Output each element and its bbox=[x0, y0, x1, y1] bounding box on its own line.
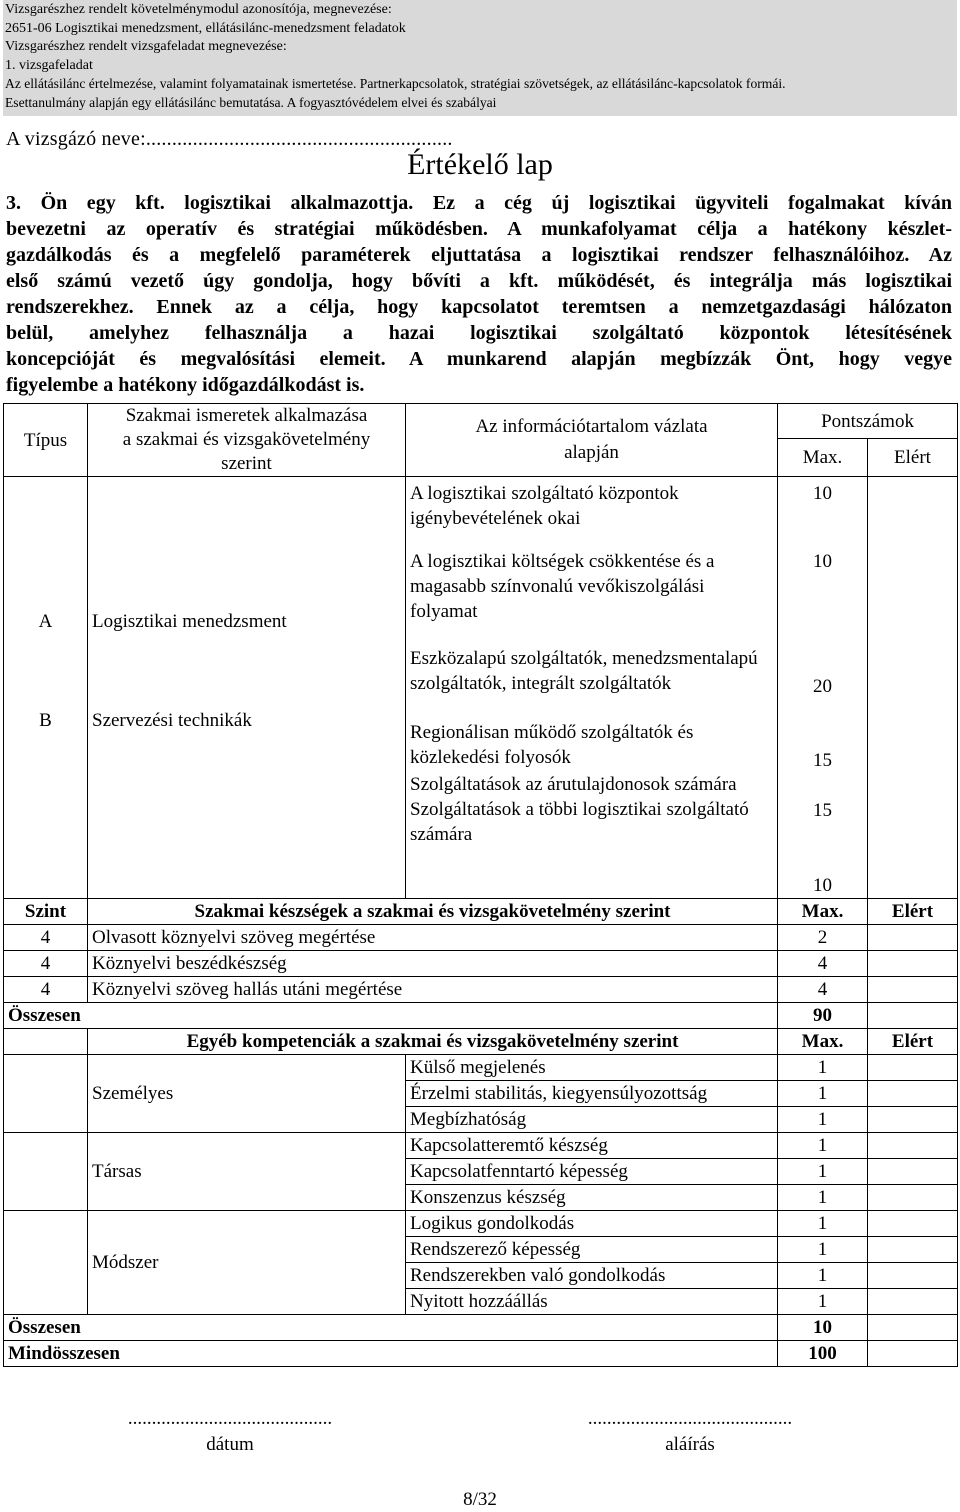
info-item: A logisztikai költségek csökkentése és a magasabb színvonalú vevőkiszolgálási folyamat bbox=[410, 551, 715, 622]
info-item: A logisztikai szolgáltató központok igénybevételének okai bbox=[410, 483, 679, 529]
table-row bbox=[4, 1211, 958, 1237]
candidate-name-field: A vizsgázó neve:........................................................... bbox=[6, 128, 453, 150]
task-line: belül, amelyhez felhasználja a hazai logisztikai szolgáltató központok létesítésének bbox=[6, 322, 952, 344]
task-line: gazdálkodás és a megfelelő paraméterek eljuttatása a logisztikai rendszer felhasználóihoz. Az bbox=[6, 244, 952, 266]
total-achieved bbox=[868, 1315, 958, 1341]
competency-achieved bbox=[868, 1211, 958, 1237]
knowledge-b: Szervezési technikák bbox=[92, 710, 252, 731]
group-name: Módszer bbox=[88, 1211, 406, 1315]
document-header bbox=[3, 0, 957, 116]
signature-block bbox=[550, 1408, 830, 1456]
task-line: rendszerekhez. Ennek az a célja, hogy kapcsolatot teremtsen a nemzetgazdasági hálózaton bbox=[6, 296, 952, 318]
competency-text: Nyitott hozzáállás bbox=[406, 1289, 778, 1315]
info-max: 20 bbox=[813, 676, 832, 697]
skill-max: 4 bbox=[778, 951, 868, 977]
date-dots: ........................................... bbox=[127, 1408, 333, 1429]
info-item: Szolgáltatások a többi logisztikai szolgáltató számára bbox=[410, 799, 749, 845]
evaluation-table bbox=[3, 403, 958, 1367]
skill-achieved bbox=[868, 925, 958, 951]
group-name: Társas bbox=[88, 1133, 406, 1211]
skill-max: 4 bbox=[778, 977, 868, 1003]
info-item: Eszközalapú szolgáltatók, menedzsmentalapú szolgáltatók, integrált szolgáltatók bbox=[410, 648, 758, 694]
task-topic-line-1: Az ellátásilánc értelmezése, valamint folyamatainak ismertetése. Partnerkapcsolatok, stratégiai szövetségek, az ellátásilánc-kapcsolatok formái. bbox=[5, 76, 786, 91]
task-line: bevezetni az operatív és stratégiai működésben. A munkafolyamat célja a hatékony készlet- bbox=[6, 218, 952, 240]
group-spacer bbox=[4, 1133, 88, 1211]
max-cell bbox=[778, 477, 868, 899]
table-row bbox=[4, 951, 958, 977]
info-max: 15 bbox=[813, 800, 832, 821]
skills-header-row bbox=[4, 899, 958, 925]
skill-text: Köznyelvi beszédkészség bbox=[88, 951, 778, 977]
header-info-line: Az információtartalom vázlata bbox=[475, 416, 708, 437]
group-name: Személyes bbox=[88, 1055, 406, 1133]
competency-achieved bbox=[868, 1107, 958, 1133]
skill-text: Köznyelvi szöveg hallás utáni megértése bbox=[88, 977, 778, 1003]
task-description bbox=[6, 190, 952, 398]
competency-text: Rendszerező képesség bbox=[406, 1237, 778, 1263]
date-signature-block bbox=[90, 1408, 370, 1456]
module-value: 2651-06 Logisztikai menedzsment, ellátásilánc-menedzsment feladatok bbox=[5, 20, 406, 36]
competencies-max-header: Max. bbox=[778, 1029, 868, 1055]
competency-max: 1 bbox=[778, 1185, 868, 1211]
competency-max: 1 bbox=[778, 1081, 868, 1107]
competency-achieved bbox=[868, 1081, 958, 1107]
knowledge-a: Logisztikai menedzsment bbox=[92, 611, 287, 632]
competency-achieved bbox=[868, 1237, 958, 1263]
total-value: 10 bbox=[778, 1315, 868, 1341]
competency-text: Érzelmi stabilitás, kiegyensúlyozottság bbox=[406, 1081, 778, 1107]
task-line: koncepcióját és megvalósítási elemeit. A munkarend alapján megbízzák Önt, hogy vegye bbox=[6, 348, 952, 370]
group-spacer bbox=[4, 1211, 88, 1315]
info-max: 10 bbox=[813, 875, 832, 896]
competency-max: 1 bbox=[778, 1289, 868, 1315]
info-cell bbox=[406, 477, 778, 899]
competency-text: Rendszerekben való gondolkodás bbox=[406, 1263, 778, 1289]
skills-header: Szakmai készségek a szakmai és vizsgakövetelmény szerint bbox=[88, 899, 778, 925]
competency-max: 1 bbox=[778, 1263, 868, 1289]
competency-max: 1 bbox=[778, 1133, 868, 1159]
total-row bbox=[4, 1003, 958, 1029]
competency-max: 1 bbox=[778, 1159, 868, 1185]
task-line: figyelembe a hatékony időgazdálkodást is. bbox=[6, 374, 365, 396]
competency-max: 1 bbox=[778, 1211, 868, 1237]
task-topic-line-2: Esettanulmány alapján egy ellátásilánc bemutatása. A fogyasztóvédelem elvei és szabályai bbox=[5, 94, 497, 110]
header-info bbox=[406, 404, 778, 477]
grand-total-row bbox=[4, 1341, 958, 1367]
competencies-header-spacer bbox=[4, 1029, 88, 1055]
grand-total-achieved bbox=[868, 1341, 958, 1367]
competency-text: Kapcsolatfenntartó képesség bbox=[406, 1159, 778, 1185]
info-max: 15 bbox=[813, 750, 832, 771]
header-achieved: Elért bbox=[868, 439, 958, 477]
table-row bbox=[4, 1055, 958, 1081]
header-knowledge-line: a szakmai és vizsgakövetelmény bbox=[122, 429, 371, 450]
group-spacer bbox=[4, 1055, 88, 1133]
table-row bbox=[4, 925, 958, 951]
type-a: A bbox=[38, 611, 53, 632]
signature-label: aláírás bbox=[665, 1434, 715, 1455]
competency-max: 1 bbox=[778, 1107, 868, 1133]
header-knowledge bbox=[88, 404, 406, 477]
competency-text: Konszenzus készség bbox=[406, 1185, 778, 1211]
header-info-line: alapján bbox=[564, 442, 619, 463]
achieved-cell bbox=[868, 477, 958, 899]
total-value: 90 bbox=[778, 1003, 868, 1029]
skill-level: 4 bbox=[4, 977, 88, 1003]
table-row bbox=[4, 1133, 958, 1159]
competency-achieved bbox=[868, 1055, 958, 1081]
skills-max-header: Max. bbox=[778, 899, 868, 925]
task-label: Vizsgarészhez rendelt vizsgafeladat megnevezése: bbox=[5, 39, 287, 54]
competencies-achieved-header: Elért bbox=[868, 1029, 958, 1055]
competency-achieved bbox=[868, 1289, 958, 1315]
competency-achieved bbox=[868, 1185, 958, 1211]
page-number: 8/32 bbox=[463, 1489, 497, 1510]
competencies-header-row bbox=[4, 1029, 958, 1055]
competency-achieved bbox=[868, 1159, 958, 1185]
task-line: első számú vezető úgy gondolja, hogy bővíti a kft. működését, és integrálja más logisztikai bbox=[6, 270, 952, 292]
competencies-header: Egyéb kompetenciák a szakmai és vizsgakövetelmény szerint bbox=[88, 1029, 778, 1055]
date-label: dátum bbox=[206, 1434, 254, 1455]
total-achieved bbox=[868, 1003, 958, 1029]
skill-achieved bbox=[868, 977, 958, 1003]
task-line: 3. Ön egy kft. logisztikai alkalmazottja. Ez a cég új logisztikai ügyviteli fogalmakat kíván bbox=[6, 192, 952, 214]
signature-dots: ........................................... bbox=[587, 1408, 793, 1429]
module-label: Vizsgarészhez rendelt követelménymodul azonosítója, megnevezése: bbox=[5, 2, 392, 17]
total-label: Összesen bbox=[4, 1003, 778, 1029]
grand-total-value: 100 bbox=[778, 1341, 868, 1367]
skill-achieved bbox=[868, 951, 958, 977]
competency-text: Külső megjelenés bbox=[406, 1055, 778, 1081]
grand-total-label: Mindösszesen bbox=[4, 1341, 778, 1367]
table-header-row bbox=[4, 404, 958, 439]
header-knowledge-line: szerint bbox=[221, 453, 272, 474]
skill-text: Olvasott köznyelvi szöveg megértése bbox=[88, 925, 778, 951]
task-number: 1. vizsgafeladat bbox=[5, 57, 93, 73]
competency-achieved bbox=[868, 1133, 958, 1159]
page-title: Értékelő lap bbox=[407, 148, 553, 181]
info-item: Regionálisan működő szolgáltatók és közlekedési folyosók bbox=[410, 722, 694, 768]
header-max: Max. bbox=[778, 439, 868, 477]
competency-text: Megbízhatóság bbox=[406, 1107, 778, 1133]
knowledge-content-row bbox=[4, 477, 958, 899]
competency-text: Kapcsolatteremtő készség bbox=[406, 1133, 778, 1159]
skills-level-header: Szint bbox=[4, 899, 88, 925]
competency-max: 1 bbox=[778, 1055, 868, 1081]
total-label: Összesen bbox=[4, 1315, 778, 1341]
competency-max: 1 bbox=[778, 1237, 868, 1263]
table-row bbox=[4, 977, 958, 1003]
header-knowledge-line: Szakmai ismeretek alkalmazása bbox=[125, 405, 368, 426]
type-cell bbox=[4, 477, 88, 899]
competency-text: Logikus gondolkodás bbox=[406, 1211, 778, 1237]
header-type: Típus bbox=[4, 404, 88, 477]
type-b: B bbox=[39, 710, 52, 731]
skill-level: 4 bbox=[4, 925, 88, 951]
total-row bbox=[4, 1315, 958, 1341]
knowledge-cell bbox=[88, 477, 406, 899]
skill-max: 2 bbox=[778, 925, 868, 951]
skill-level: 4 bbox=[4, 951, 88, 977]
info-max: 10 bbox=[813, 483, 832, 504]
info-item: Szolgáltatások az árutulajdonosok számára bbox=[410, 774, 737, 795]
header-points: Pontszámok bbox=[778, 404, 958, 439]
skills-achieved-header: Elért bbox=[868, 899, 958, 925]
competency-achieved bbox=[868, 1263, 958, 1289]
info-max: 10 bbox=[813, 551, 832, 572]
